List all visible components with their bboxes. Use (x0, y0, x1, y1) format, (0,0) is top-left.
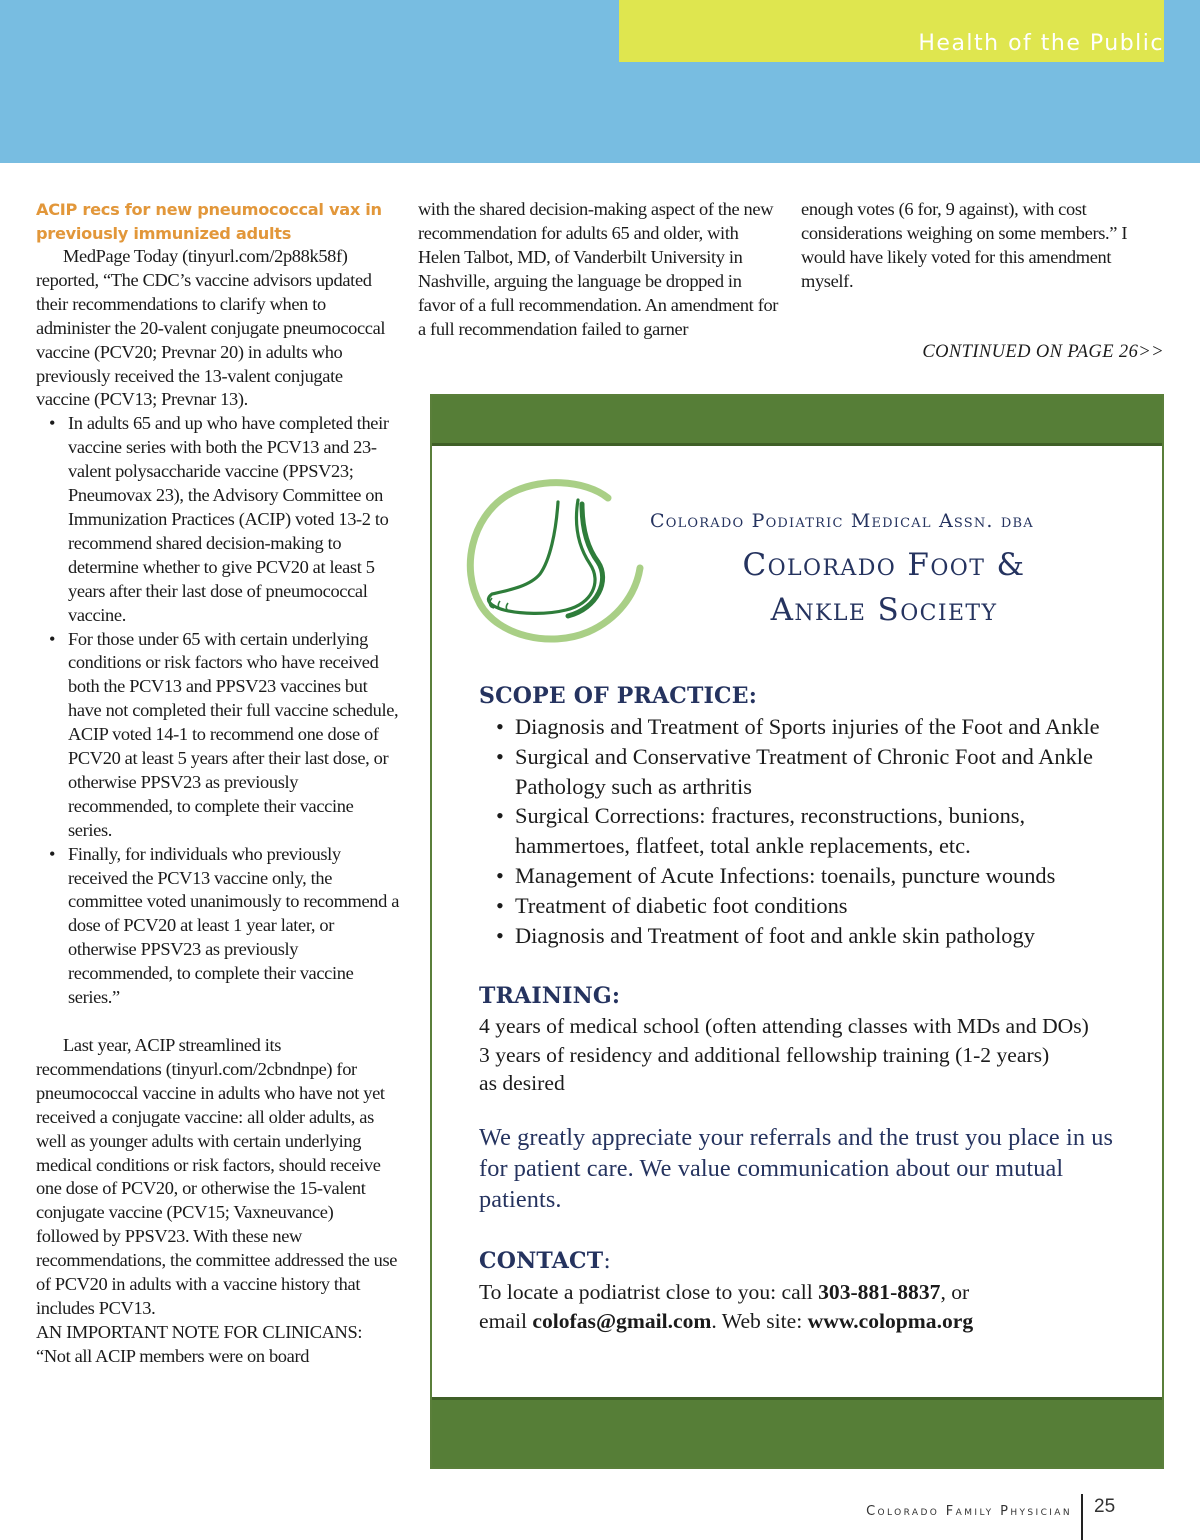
section-title: Health of the Public (918, 31, 1164, 56)
article-paragraph: with the shared decision-making aspect of the new recommendation for adults 65 and older, with Helen Talbot, MD, of Vanderbilt University in Nashville, arguing the language be dropped in favor of a full recommendation. An amendment for a full recommendation failed to garner (418, 199, 779, 339)
article-column-1 (36, 198, 400, 1369)
training-line: as desired (479, 1071, 565, 1096)
ad-body (479, 680, 1139, 1336)
ad-bottom-bar (432, 1397, 1162, 1467)
list-item: • Diagnosis and Treatment of foot and ankle skin pathology (479, 921, 1139, 951)
org-subtitle: Colorado Podiatric Medical Assn. dba (650, 510, 1034, 532)
paragraph-gap (36, 1010, 400, 1034)
referral-message: We greatly appreciate your referrals and the trust you place in us for patient care. We value communication about our mutual patients. (479, 1123, 1114, 1213)
page-footer (0, 1494, 1200, 1540)
scope-list (479, 712, 1139, 950)
org-name-line: Ankle Society (770, 592, 998, 628)
footer-divider (1081, 1494, 1083, 1540)
list-item: • Surgical and Conservative Treatment of Chronic Foot and Ankle Pathology such as arthritis (479, 742, 1139, 802)
publication-name: Colorado Family Physician (866, 1504, 1072, 1519)
spacer (479, 1215, 1139, 1245)
list-item: • Treatment of diabetic foot conditions (479, 891, 1139, 921)
web-prefix: . Web site: (711, 1308, 808, 1333)
advertisement (430, 394, 1164, 1469)
list-item: • For those under 65 with certain underlying conditions or risk factors who have received both the PCV13 and PPSV23 vaccines but have not completed their full vaccine schedule, ACIP voted 14-1 to recommend one dose of PCV20 at least 5 years after their last dose, or otherwise PPSV23 as previously recommended, to complete their vaccine series. (36, 628, 400, 843)
ad-top-bar (432, 396, 1162, 446)
contact-or: , or (940, 1279, 970, 1304)
article-headline: ACIP recs for new pneumococcal vax in previously immunized adults (36, 200, 382, 243)
list-item: • Finally, for individuals who previously received the PCV13 vaccine only, the committee voted unanimously to recommend a dose of PCV20 at least 1 year later, or otherwise PPSV23 as previously recommended, to complete their vaccine series.” (36, 843, 400, 1010)
training-line: 4 years of medical school (often attending classes with MDs and DOs) (479, 1014, 1089, 1039)
clinician-note: AN IMPORTANT NOTE FOR CLINICANS: “Not all ACIP members were on board (36, 1321, 363, 1366)
contact-line (479, 1307, 1139, 1336)
phone-number[interactable]: 303-881-8837 (818, 1279, 941, 1304)
section-tab (619, 0, 1164, 62)
list-item: • Surgical Corrections: fractures, reconstructions, bunions, hammertoes, flatfeet, total ankle replacements, etc. (479, 801, 1139, 861)
training-heading: TRAINING: (479, 983, 621, 1010)
spacer (479, 950, 1139, 980)
scope-heading: SCOPE OF PRACTICE: (479, 683, 758, 709)
email-prefix: email (479, 1308, 533, 1333)
article-column-3 (801, 198, 1165, 294)
article-column-2 (418, 198, 780, 341)
training-line: 3 years of residency and additional fellowship training (1-2 years) (479, 1042, 1050, 1067)
continued-link: CONTINUED ON PAGE 26>> (922, 342, 1164, 362)
contact-heading-colon: : (603, 1248, 611, 1274)
list-item: • Management of Acute Infections: toenails, puncture wounds (479, 861, 1139, 891)
article-bullet-list (36, 412, 400, 1010)
contact-prefix: To locate a podiatrist close to you: call (479, 1279, 819, 1304)
list-item: • Diagnosis and Treatment of Sports injuries of the Foot and Ankle (479, 712, 1139, 742)
page-number: 25 (1094, 1496, 1116, 1517)
foot-logo-icon (458, 476, 648, 646)
org-name (644, 543, 1124, 633)
contact-line (479, 1278, 1139, 1307)
contact-heading (479, 1245, 1139, 1278)
article-intro: MedPage Today (tinyurl.com/2p88k58f) reported, “The CDC’s vaccine advisors updated their recommendations to clarify when to administer the 20-valent conjugate pneumococcal vaccine (PCV20; Prevnar 20) in adults who previously received the 13-valent conjugate vaccine (PCV13; Prevnar 13). (36, 246, 386, 410)
article-paragraph: enough votes (6 for, 9 against), with cost considerations weighing on some members.” I would have likely voted for this amendment myself. (801, 199, 1128, 291)
contact-heading-text: CONTACT (479, 1247, 604, 1274)
org-name-line: Colorado Foot & (742, 547, 1026, 583)
email-link[interactable]: colofas@gmail.com (532, 1308, 712, 1333)
website-link[interactable]: www.colopma.org (807, 1308, 974, 1333)
list-item: • In adults 65 and up who have completed their vaccine series with both the PCV13 and 23-valent polysaccharide vaccine (PPSV23; Pneumovax 23), the Advisory Committee on Immunization Practices (ACIP) voted 13-2 to recommend shared decision-making to determine whether to give PCV20 at least 5 years after their last dose of pneumococcal vaccine. (36, 412, 400, 627)
spacer (479, 1098, 1139, 1122)
article-paragraph: Last year, ACIP streamlined its recommendations (tinyurl.com/2cbndnpe) for pneumococcal vaccine in adults who have not yet received a conjugate vaccine: all older adults, as well as younger adults with certain underlying medical conditions or risk factors, should receive one dose of PCV20, or otherwise the 15-valent conjugate vaccine (PCV15; Vaxneuvance) followed by PPSV23. With these new recommendations, the committee addressed the use of PCV20 in adults with a vaccine history that includes PCV13. (36, 1035, 398, 1318)
